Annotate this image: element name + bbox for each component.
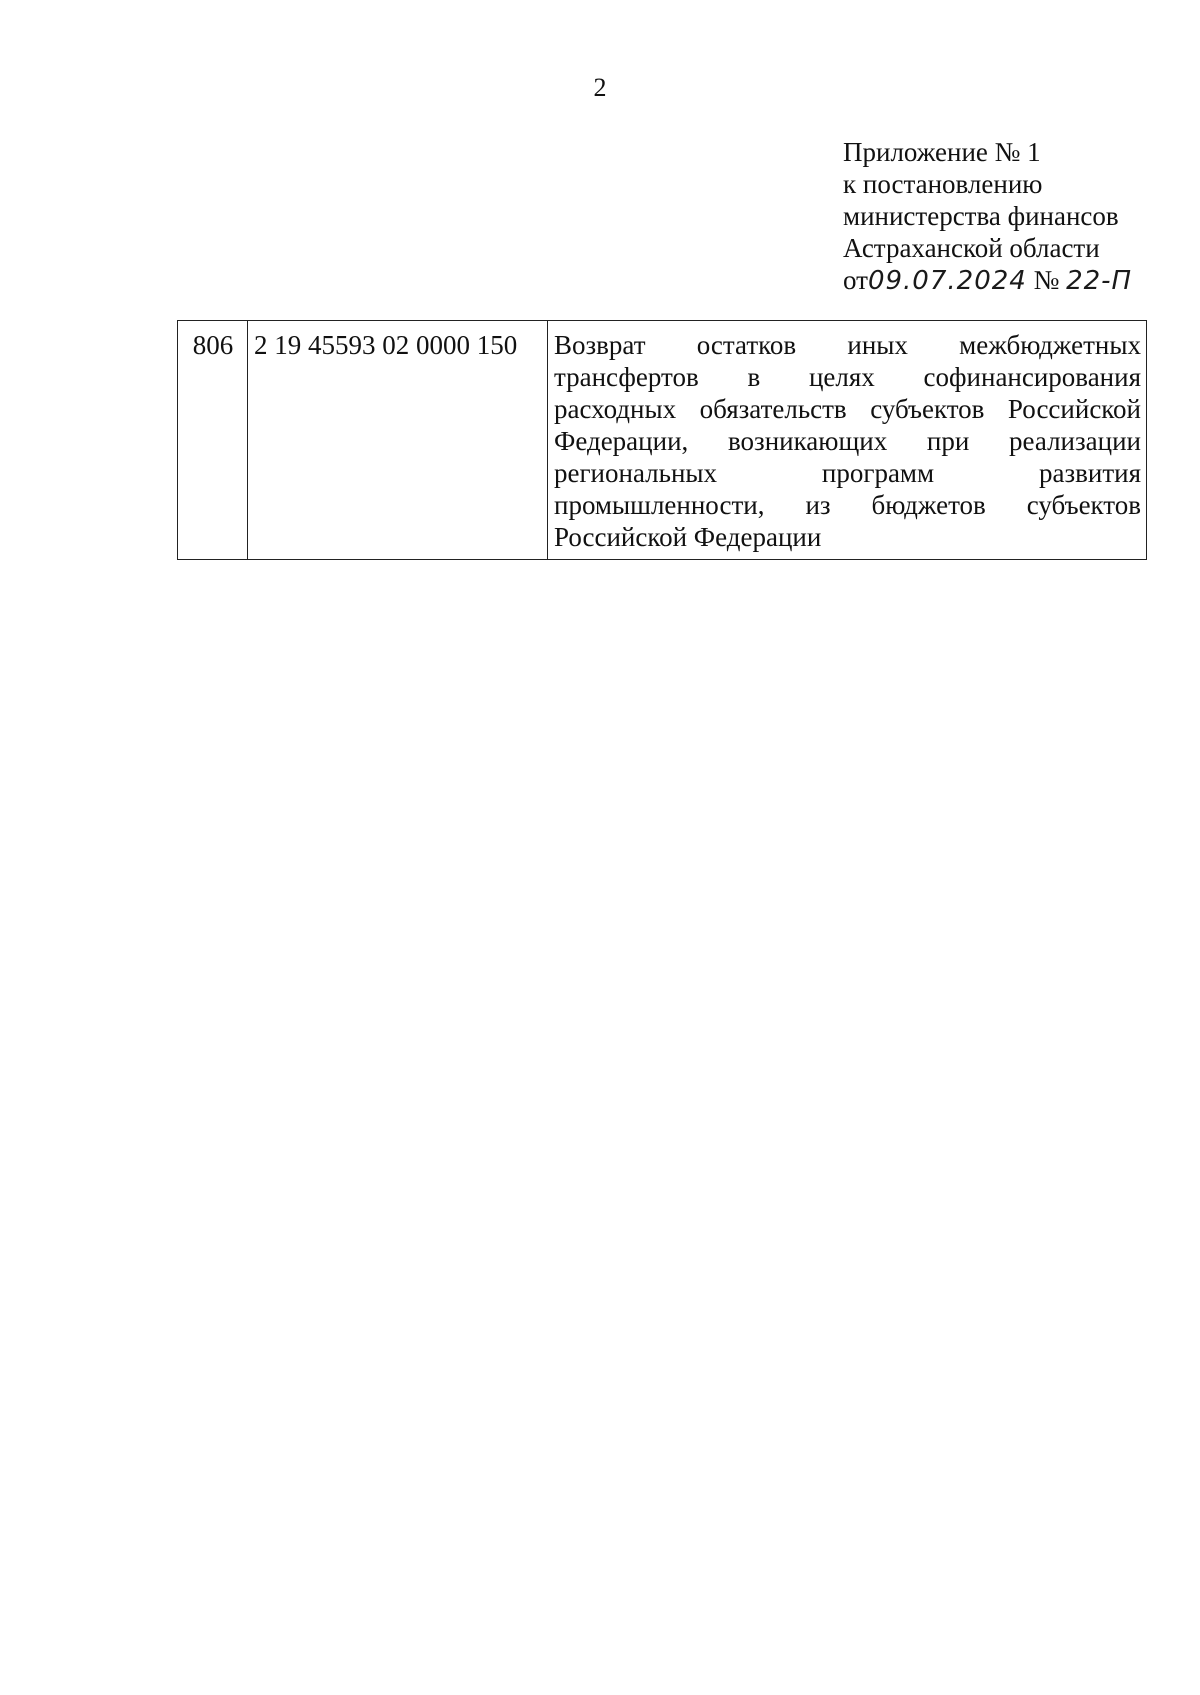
table-row — [178, 321, 1147, 560]
appendix-line-resolution: к постановлению — [843, 169, 1043, 199]
kbk-code-cell: 2 19 45593 02 0000 150 — [248, 321, 548, 560]
appendix-date-line — [843, 264, 1183, 297]
appendix-line-ministry: министерства финансов — [843, 201, 1119, 231]
handwritten-number: 22-П — [1066, 266, 1133, 296]
date-prefix: от — [843, 265, 868, 295]
appendix-block — [843, 136, 1183, 297]
budget-codes-table — [177, 320, 1147, 560]
handwritten-date: 09.07.2024 — [867, 266, 1027, 296]
appendix-title: Приложение № 1 — [843, 137, 1041, 167]
admin-code-cell: 806 — [178, 321, 248, 560]
page-number: 2 — [593, 73, 607, 102]
appendix-line-region: Астраханской области — [843, 233, 1100, 263]
number-prefix: № — [1033, 265, 1060, 295]
description-cell: Возврат остатков иных межбюджетных трансфертов в целях софинансирования расходных обязательств субъектов Российской Федерации, возникающих при реализации региональных программ развития промышленности, из бюджетов субъектов Российской Федерации — [548, 321, 1147, 560]
